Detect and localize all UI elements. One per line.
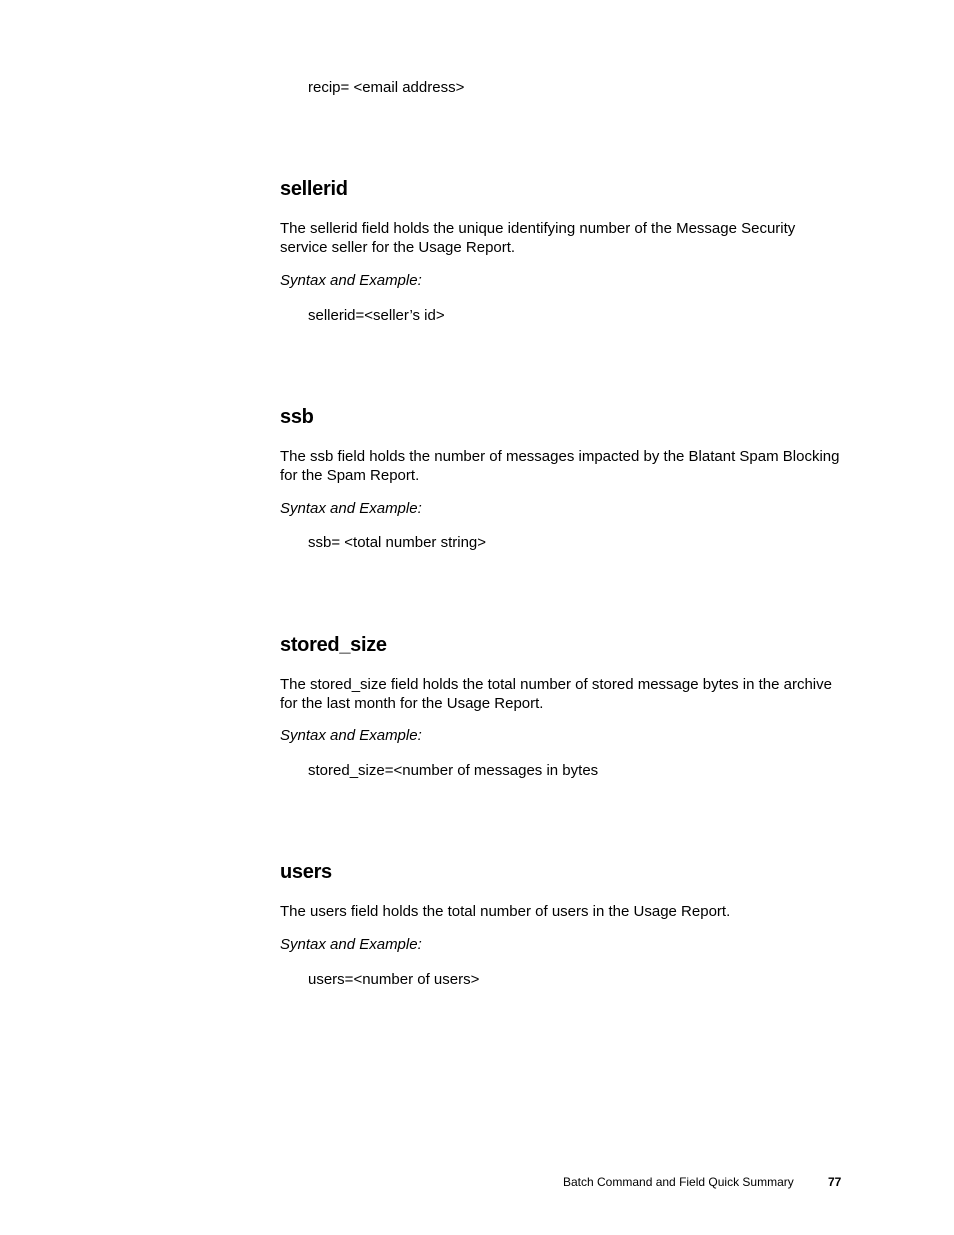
syntax-example-ssb: ssb= <total number string> xyxy=(308,534,487,551)
syntax-example-stored-size: stored_size=<number of messages in bytes xyxy=(308,762,599,779)
syntax-label-sellerid: Syntax and Example: xyxy=(280,272,422,289)
syntax-label-users: Syntax and Example: xyxy=(280,936,422,953)
syntax-example-sellerid: sellerid=<seller’s id> xyxy=(308,307,445,324)
section-heading-stored-size: stored_size xyxy=(280,634,387,656)
section-description-ssb: The ssb field holds the number of messages impacted by the Blatant Spam Blocking for the Spam Report. xyxy=(280,448,840,484)
syntax-example-users: users=<number of users> xyxy=(308,971,480,988)
syntax-label-stored-size: Syntax and Example: xyxy=(280,727,422,744)
footer-title: Batch Command and Field Quick Summary xyxy=(563,1175,794,1189)
section-description-stored-size: The stored_size field holds the total number of stored message bytes in the archive for the last month for the Usage Report. xyxy=(280,676,832,712)
page-number: 77 xyxy=(828,1175,842,1189)
section-heading-sellerid: sellerid xyxy=(280,178,348,200)
section-description-users: The users field holds the total number of users in the Usage Report. xyxy=(280,903,731,920)
section-description-sellerid: The sellerid field holds the unique identifying number of the Message Security service seller for the Usage Report. xyxy=(280,220,796,256)
section-heading-users: users xyxy=(280,861,332,883)
syntax-label-ssb: Syntax and Example: xyxy=(280,500,422,517)
section-heading-ssb: ssb xyxy=(280,406,314,428)
recip-syntax-example: recip= <email address> xyxy=(308,79,465,96)
